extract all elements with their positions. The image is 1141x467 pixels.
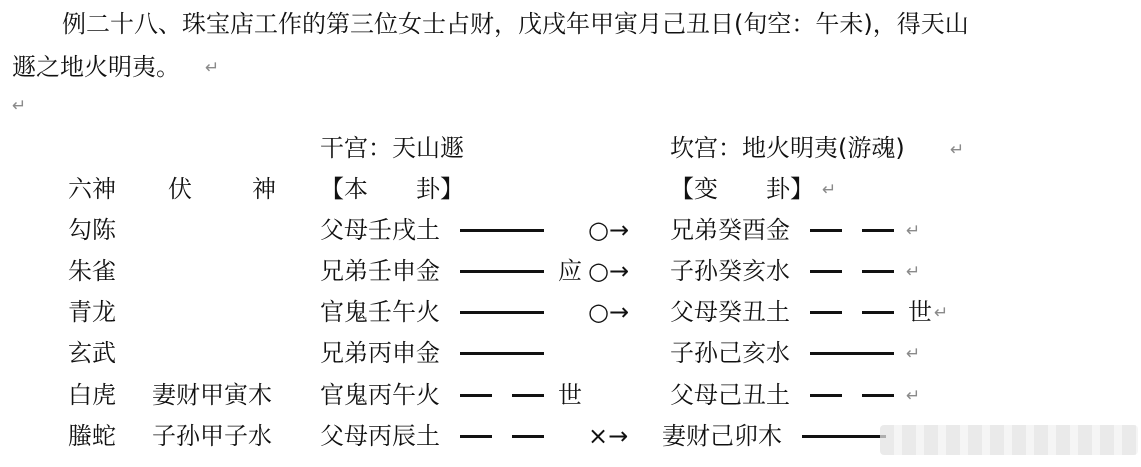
- spirit: 玄武: [68, 339, 116, 367]
- moving-mark: ○→: [588, 216, 630, 244]
- col-bian-gua: 【变 卦】: [670, 175, 814, 203]
- watermark: [880, 425, 1138, 455]
- intro-line-2: 遯之地火明夷。: [12, 53, 180, 81]
- moving-mark: ○→: [588, 298, 630, 326]
- return-arrow-icon: ↵: [934, 303, 949, 323]
- moving-mark: ×→: [588, 422, 629, 450]
- hidden-spirit: 子孙甲子水: [152, 422, 272, 450]
- ben-yao-text: 官鬼壬午火: [320, 298, 440, 326]
- hidden-spirit: 妻财甲寅木: [152, 381, 272, 409]
- bian-yao-text: 父母己丑土: [670, 381, 790, 409]
- ben-yao-text: 兄弟丙申金: [320, 339, 440, 367]
- ben-yao-text: 父母丙辰土: [320, 422, 440, 450]
- yang-line: [802, 435, 886, 438]
- return-arrow-icon: ↵: [906, 386, 921, 406]
- spirit: 螣蛇: [68, 422, 116, 450]
- moving-mark: ○→: [588, 257, 630, 285]
- yang-line: [810, 352, 894, 355]
- bian-yao-text: 子孙癸亥水: [670, 257, 790, 285]
- spirit: 勾陈: [68, 216, 116, 244]
- return-arrow-icon: ↵: [950, 140, 965, 160]
- return-arrow-icon: ↵: [822, 180, 837, 200]
- bian-yao-text: 兄弟癸酉金: [670, 216, 790, 244]
- shi-marker: 世: [558, 381, 582, 409]
- bian-yao-text: 父母癸丑土: [670, 298, 790, 326]
- yang-line: [460, 229, 544, 232]
- yin-line: [460, 394, 544, 397]
- return-arrow-icon: ↵: [12, 96, 27, 116]
- yin-line: [460, 435, 544, 438]
- return-arrow-icon: ↵: [906, 344, 921, 364]
- yin-line: [810, 229, 894, 232]
- return-arrow-icon: ↵: [205, 58, 220, 78]
- yin-line: [810, 311, 894, 314]
- return-arrow-icon: ↵: [906, 221, 921, 241]
- spirit: 青龙: [68, 298, 116, 326]
- return-arrow-icon: ↵: [906, 262, 921, 282]
- ben-palace-title: 干宫：天山遯: [320, 134, 464, 162]
- yin-line: [810, 270, 894, 273]
- ben-yao-text: 父母壬戌土: [320, 216, 440, 244]
- col-liushen: 六神: [68, 175, 116, 203]
- shi-marker: 世: [908, 298, 932, 326]
- bian-palace-title: 坎宫：地火明夷(游魂): [670, 134, 905, 162]
- col-shen: 神: [252, 175, 276, 203]
- bian-yao-text: 妻财己卯木: [662, 422, 782, 450]
- yang-line: [460, 270, 544, 273]
- ben-yao-text: 官鬼丙午火: [320, 381, 440, 409]
- col-ben-gua: 【本 卦】: [320, 175, 464, 203]
- spirit: 白虎: [68, 381, 116, 409]
- bian-yao-text: 子孙己亥水: [670, 339, 790, 367]
- intro-line-1: 例二十八、珠宝店工作的第三位女士占财，戊戌年甲寅月己丑日(旬空：午未)，得天山: [62, 10, 969, 38]
- yin-line: [810, 394, 894, 397]
- ying-marker: 应: [558, 257, 582, 285]
- yang-line: [460, 352, 544, 355]
- yang-line: [460, 311, 544, 314]
- ben-yao-text: 兄弟壬申金: [320, 257, 440, 285]
- col-fu: 伏: [168, 175, 192, 203]
- spirit: 朱雀: [68, 257, 116, 285]
